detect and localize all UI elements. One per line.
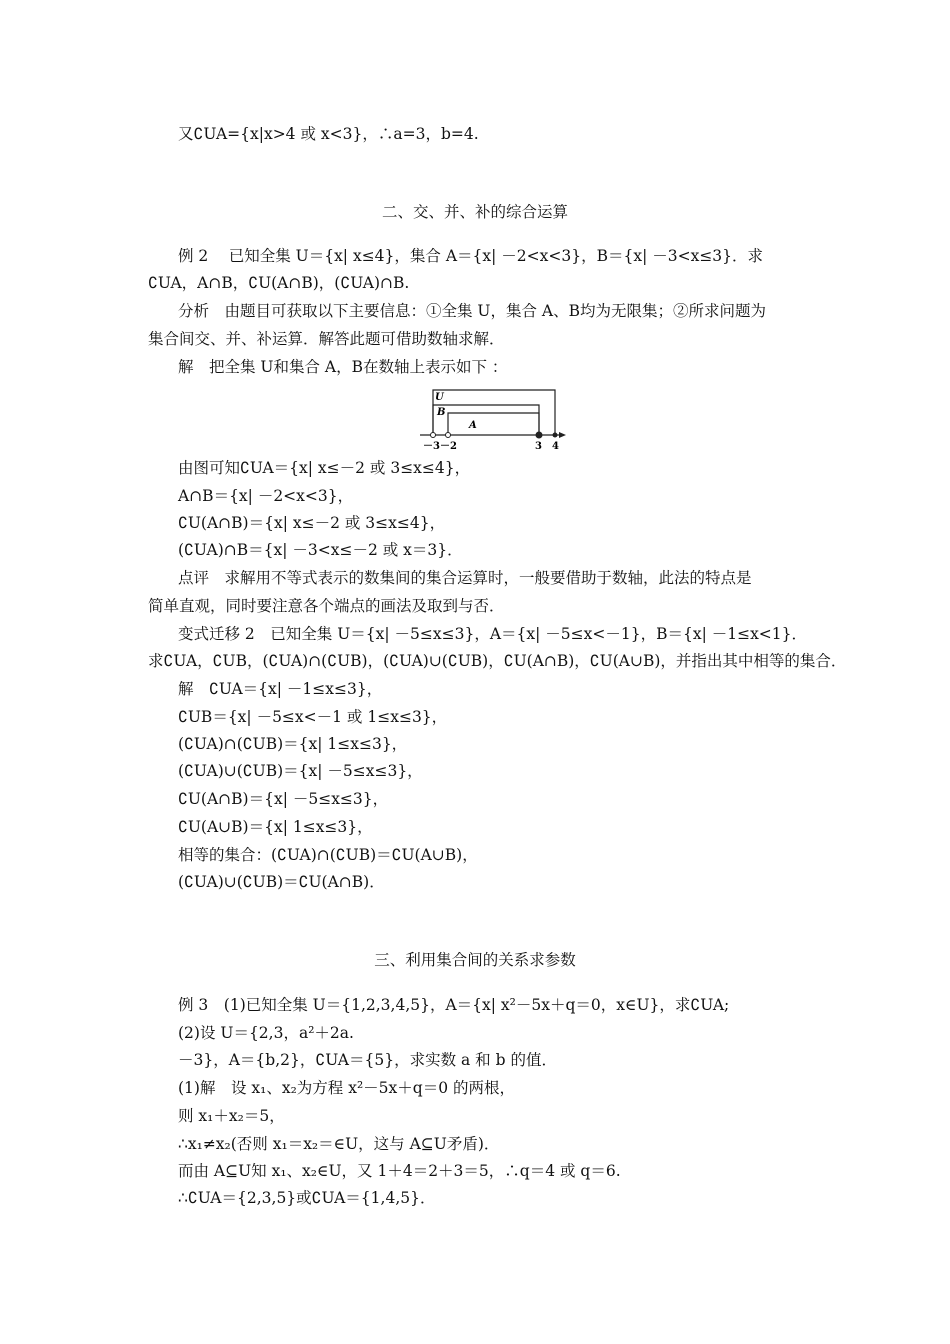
set-b-bracket bbox=[433, 405, 539, 435]
set-b-label: B bbox=[437, 407, 446, 418]
text-line: 相等的集合：(∁UA)∩(∁UB)＝∁U(A∪B)， bbox=[178, 846, 478, 864]
text-line: 求∁UA，∁UB，(∁UA)∩(∁UB)，(∁UA)∪(∁UB)，∁U(A∩B)，∁U(A∪B)，并指出其中相等的集合． bbox=[148, 652, 847, 670]
set-a-bracket bbox=[448, 413, 539, 435]
text-line: ∁U(A∩B)＝{x| x≤－2 或 3≤x≤4}， bbox=[178, 514, 446, 532]
number-line-diagram bbox=[415, 386, 571, 456]
text-line: －3}，A＝{b,2}，∁UA＝{5}，求实数 a 和 b 的值． bbox=[178, 1051, 557, 1069]
text-line: ∁U(A∩B)＝{x| －5≤x≤3}， bbox=[178, 790, 389, 808]
variant-2-statement: 变式迁移 2 已知全集 U＝{x| －5≤x≤3}，A＝{x| －5≤x<－1}，B＝{x| －1≤x<1}． bbox=[178, 625, 808, 643]
text-line: (∁UA)∪(∁UB)＝{x| －5≤x≤3}， bbox=[178, 762, 423, 780]
text-line: ∁UA，A∩B，∁U(A∩B)，(∁UA)∩B. bbox=[148, 274, 410, 292]
analysis-line: 分析 由题目可获取以下主要信息：①全集 U，集合 A、B均为无限集；②所求问题为 bbox=[178, 302, 767, 320]
example-3-statement: 例 3 (1)已知全集 U＝{1,2,3,4,5}，A＝{x| x²－5x＋q＝0，x∈U}，求∁UA; bbox=[178, 996, 730, 1014]
solution-line: 解 ∁UA＝{x| －1≤x≤3}， bbox=[178, 680, 383, 698]
open-point-minus-3 bbox=[431, 433, 436, 438]
solution-line: (1)解 设 x₁、x₂为方程 x²－5x＋q＝0 的两根， bbox=[178, 1079, 515, 1097]
section-heading-3: 三、利用集合间的关系求参数 bbox=[374, 951, 576, 969]
text-line: 而由 A⊆U知 x₁、x₂∈U，又 1＋4＝2＋3＝5，∴q＝4 或 q＝6. bbox=[178, 1162, 621, 1180]
text-line: 则 x₁＋x₂＝5， bbox=[178, 1107, 285, 1125]
text-line: ∴∁UA＝{2,3,5}或∁UA＝{1,4,5}． bbox=[178, 1189, 436, 1207]
closed-point-3 bbox=[536, 432, 542, 438]
text-line: ∁UB＝{x| －5≤x<－1 或 1≤x≤3}， bbox=[178, 708, 448, 726]
tick-label-4: 4 bbox=[552, 441, 559, 452]
tick-label-minus-2: －2 bbox=[440, 441, 457, 452]
section-heading-2: 二、交、并、补的综合运算 bbox=[381, 203, 568, 221]
text-line: (∁UA)∩(∁UB)＝{x| 1≤x≤3}， bbox=[178, 735, 408, 753]
text-line: 简单直观，同时要注意各个端点的画法及取到与否． bbox=[148, 597, 505, 615]
text-line: 由图可知∁UA＝{x| x≤－2 或 3≤x≤4}， bbox=[178, 459, 471, 477]
text-line: (∁UA)∪(∁UB)＝∁U(A∩B)． bbox=[178, 873, 385, 891]
example-2-statement: 例 2 已知全集 U＝{x| x≤4}，集合 A＝{x| －2<x<3}，B＝{x| －3<x≤3}．求 bbox=[178, 247, 764, 265]
comment-line: 点评 求解用不等式表示的数集间的集合运算时，一般要借助于数轴，此法的特点是 bbox=[178, 569, 752, 587]
solution-line: 解 把全集 U和集合 A，B在数轴上表示如下 ： bbox=[178, 358, 508, 376]
set-u-label: U bbox=[435, 392, 444, 403]
text-line: 集合间交、并、补运算．解答此题可借助数轴求解． bbox=[148, 330, 505, 348]
set-a-label: A bbox=[469, 420, 477, 431]
tick-label-minus-3: －3 bbox=[423, 441, 440, 452]
text-line: ∴x₁≠x₂(否则 x₁＝x₂＝∈U，这与 A⊆U矛盾)． bbox=[178, 1135, 500, 1153]
open-point-minus-2 bbox=[446, 433, 451, 438]
text-line: (2)设 U＝{2,3，a²＋2a. bbox=[178, 1024, 354, 1042]
closed-point-4 bbox=[553, 433, 558, 438]
text-line: (∁UA)∩B＝{x| －3<x≤－2 或 x＝3}． bbox=[178, 541, 463, 559]
text-line: A∩B＝{x| －2<x<3}， bbox=[178, 487, 354, 505]
tick-label-3: 3 bbox=[535, 441, 542, 452]
axis-arrow-icon bbox=[559, 432, 566, 438]
text-line: ∁U(A∪B)＝{x| 1≤x≤3}， bbox=[178, 818, 373, 836]
text-line: 又∁UA={x|x>4 或 x<3}，∴a=3，b=4. bbox=[178, 125, 479, 143]
